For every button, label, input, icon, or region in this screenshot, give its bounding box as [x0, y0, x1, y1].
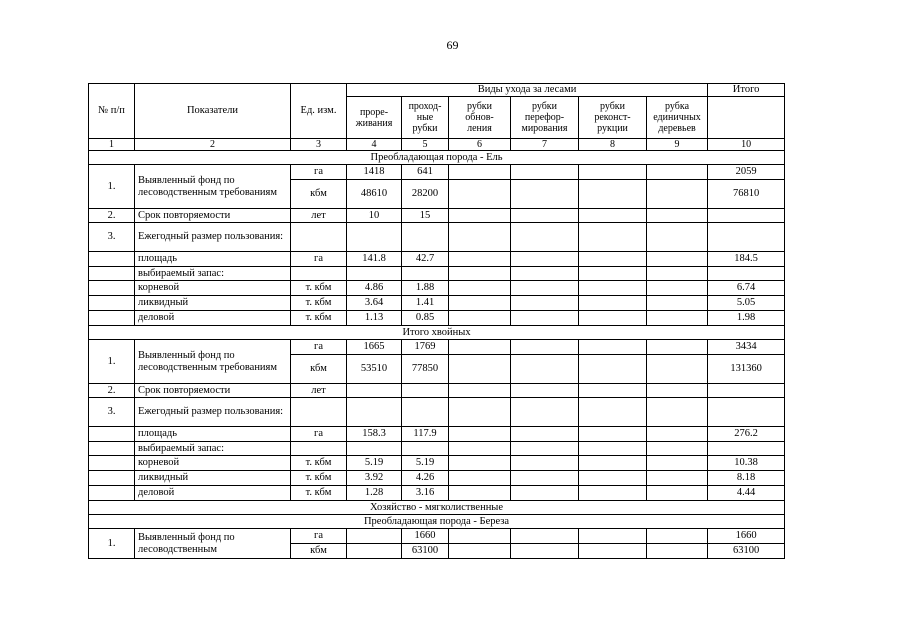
row-label: деловой: [135, 311, 291, 326]
value-cell: 3.92: [347, 471, 402, 486]
row-num: 2.: [89, 209, 135, 223]
empty-cell: [449, 267, 511, 281]
empty-cell: [511, 442, 579, 456]
empty-cell: [647, 296, 708, 311]
empty-cell: [511, 209, 579, 223]
empty-cell: [89, 311, 135, 326]
colnum-3: 3: [291, 139, 347, 151]
empty-cell: [89, 296, 135, 311]
empty-cell: [449, 296, 511, 311]
value-cell: 5.19: [402, 456, 449, 471]
empty-cell: [291, 223, 347, 252]
unit-cell: кбм: [291, 355, 347, 384]
empty-cell: [89, 471, 135, 486]
value-cell: 28200: [402, 180, 449, 209]
empty-cell: [708, 384, 785, 398]
section-title: Хозяйство - мягколиственные: [89, 501, 785, 515]
total-cell: 184.5: [708, 252, 785, 267]
row-num: 1.: [89, 529, 135, 559]
row-label: выбираемый запас:: [135, 442, 291, 456]
unit-cell: лет: [291, 209, 347, 223]
empty-cell: [449, 427, 511, 442]
empty-cell: [347, 529, 402, 544]
header-indicators: Показатели: [135, 84, 291, 139]
empty-cell: [449, 529, 511, 544]
value-cell: 117.9: [402, 427, 449, 442]
empty-cell: [647, 398, 708, 427]
value-cell: 42.7: [402, 252, 449, 267]
empty-cell: [647, 456, 708, 471]
row-label: Выявленный фонд по лесоводственным требованиям: [135, 340, 291, 384]
row-label: деловой: [135, 486, 291, 501]
empty-cell: [579, 398, 647, 427]
empty-cell: [449, 281, 511, 296]
total-cell: 2059: [708, 165, 785, 180]
empty-cell: [347, 384, 402, 398]
empty-cell: [449, 252, 511, 267]
header-unit: Ед. изм.: [291, 84, 347, 139]
row-label: корневой: [135, 281, 291, 296]
row-label: Ежегодный размер пользования:: [135, 398, 291, 427]
empty-cell: [402, 384, 449, 398]
empty-cell: [449, 340, 511, 355]
empty-cell: [579, 442, 647, 456]
row-label: Срок повторяемости: [135, 209, 291, 223]
unit-cell: т. кбм: [291, 296, 347, 311]
colnum-5: 5: [402, 139, 449, 151]
empty-cell: [511, 456, 579, 471]
empty-cell: [449, 223, 511, 252]
section-title: Преобладающая порода - Ель: [89, 151, 785, 165]
empty-cell: [347, 398, 402, 427]
unit-cell: т. кбм: [291, 281, 347, 296]
total-cell: 131360: [708, 355, 785, 384]
empty-cell: [511, 281, 579, 296]
empty-cell: [708, 267, 785, 281]
header-type-passing: проход- ные рубки: [402, 97, 449, 139]
empty-cell: [579, 384, 647, 398]
empty-cell: [291, 442, 347, 456]
row-label: Выявленный фонд по лесоводственным: [135, 529, 291, 559]
empty-cell: [647, 355, 708, 384]
header-type-reform: рубки перефор- мирования: [511, 97, 579, 139]
empty-cell: [89, 252, 135, 267]
value-cell: 1665: [347, 340, 402, 355]
row-num: 1.: [89, 165, 135, 209]
empty-cell: [647, 223, 708, 252]
empty-cell: [579, 296, 647, 311]
row-label: Выявленный фонд по лесоводственным требованиям: [135, 165, 291, 209]
header-total-blank: [708, 97, 785, 139]
forest-care-table: [88, 83, 785, 559]
empty-cell: [511, 486, 579, 501]
empty-cell: [708, 223, 785, 252]
empty-cell: [647, 209, 708, 223]
empty-cell: [89, 456, 135, 471]
section-title: Преобладающая порода - Береза: [89, 515, 785, 529]
value-cell: 5.19: [347, 456, 402, 471]
header-type-thinning: проре- живания: [347, 97, 402, 139]
empty-cell: [647, 544, 708, 559]
total-cell: 76810: [708, 180, 785, 209]
empty-cell: [647, 529, 708, 544]
unit-cell: кбм: [291, 180, 347, 209]
empty-cell: [402, 267, 449, 281]
empty-cell: [647, 252, 708, 267]
empty-cell: [402, 442, 449, 456]
header-care-types: Виды ухода за лесами: [347, 84, 708, 97]
empty-cell: [647, 486, 708, 501]
empty-cell: [347, 442, 402, 456]
empty-cell: [579, 355, 647, 384]
empty-cell: [579, 252, 647, 267]
value-cell: 3.16: [402, 486, 449, 501]
colnum-4: 4: [347, 139, 402, 151]
empty-cell: [449, 544, 511, 559]
colnum-7: 7: [511, 139, 579, 151]
value-cell: 1.13: [347, 311, 402, 326]
colnum-10: 10: [708, 139, 785, 151]
empty-cell: [89, 486, 135, 501]
header-type-single: рубка единичных деревьев: [647, 97, 708, 139]
empty-cell: [511, 311, 579, 326]
empty-cell: [291, 398, 347, 427]
empty-cell: [708, 398, 785, 427]
empty-cell: [402, 398, 449, 427]
value-cell: 1769: [402, 340, 449, 355]
row-label: выбираемый запас:: [135, 267, 291, 281]
section-title: Итого хвойных: [89, 326, 785, 340]
row-label: площадь: [135, 427, 291, 442]
unit-cell: га: [291, 340, 347, 355]
empty-cell: [449, 165, 511, 180]
value-cell: 1418: [347, 165, 402, 180]
value-cell: 641: [402, 165, 449, 180]
colnum-2: 2: [135, 139, 291, 151]
empty-cell: [647, 281, 708, 296]
empty-cell: [347, 223, 402, 252]
total-cell: 276.2: [708, 427, 785, 442]
unit-cell: т. кбм: [291, 311, 347, 326]
row-num: 3.: [89, 223, 135, 252]
unit-cell: га: [291, 529, 347, 544]
total-cell: 3434: [708, 340, 785, 355]
value-cell: 10: [347, 209, 402, 223]
empty-cell: [647, 471, 708, 486]
value-cell: 15: [402, 209, 449, 223]
unit-cell: га: [291, 252, 347, 267]
empty-cell: [511, 529, 579, 544]
total-cell: 4.44: [708, 486, 785, 501]
empty-cell: [579, 427, 647, 442]
empty-cell: [511, 355, 579, 384]
empty-cell: [647, 165, 708, 180]
value-cell: 158.3: [347, 427, 402, 442]
empty-cell: [511, 340, 579, 355]
row-num: 1.: [89, 340, 135, 384]
row-num: 2.: [89, 384, 135, 398]
empty-cell: [449, 442, 511, 456]
empty-cell: [511, 427, 579, 442]
total-cell: 1.98: [708, 311, 785, 326]
row-label: ликвидный: [135, 471, 291, 486]
empty-cell: [579, 471, 647, 486]
empty-cell: [647, 384, 708, 398]
empty-cell: [511, 471, 579, 486]
empty-cell: [647, 442, 708, 456]
empty-cell: [579, 340, 647, 355]
empty-cell: [579, 456, 647, 471]
colnum-8: 8: [579, 139, 647, 151]
empty-cell: [89, 267, 135, 281]
unit-cell: га: [291, 165, 347, 180]
total-cell: 10.38: [708, 456, 785, 471]
empty-cell: [449, 355, 511, 384]
total-cell: 5.05: [708, 296, 785, 311]
empty-cell: [579, 180, 647, 209]
value-cell: 1.28: [347, 486, 402, 501]
value-cell: 141.8: [347, 252, 402, 267]
row-label: ликвидный: [135, 296, 291, 311]
empty-cell: [449, 180, 511, 209]
value-cell: 1.88: [402, 281, 449, 296]
empty-cell: [579, 529, 647, 544]
header-type-reconstruction: рубки реконст- рукции: [579, 97, 647, 139]
empty-cell: [647, 340, 708, 355]
value-cell: 1.41: [402, 296, 449, 311]
value-cell: 0.85: [402, 311, 449, 326]
empty-cell: [449, 398, 511, 427]
empty-cell: [579, 223, 647, 252]
unit-cell: кбм: [291, 544, 347, 559]
empty-cell: [647, 267, 708, 281]
unit-cell: т. кбм: [291, 471, 347, 486]
unit-cell: т. кбм: [291, 486, 347, 501]
empty-cell: [579, 486, 647, 501]
empty-cell: [647, 180, 708, 209]
value-cell: 63100: [402, 544, 449, 559]
empty-cell: [449, 486, 511, 501]
row-label: Срок повторяемости: [135, 384, 291, 398]
empty-cell: [449, 311, 511, 326]
empty-cell: [511, 296, 579, 311]
empty-cell: [579, 267, 647, 281]
colnum-1: 1: [89, 139, 135, 151]
empty-cell: [449, 384, 511, 398]
empty-cell: [511, 384, 579, 398]
row-num: 3.: [89, 398, 135, 427]
empty-cell: [579, 311, 647, 326]
empty-cell: [579, 165, 647, 180]
value-cell: 77850: [402, 355, 449, 384]
colnum-9: 9: [647, 139, 708, 151]
empty-cell: [347, 267, 402, 281]
row-label: Ежегодный размер пользования:: [135, 223, 291, 252]
empty-cell: [347, 544, 402, 559]
empty-cell: [449, 209, 511, 223]
empty-cell: [579, 209, 647, 223]
unit-cell: т. кбм: [291, 456, 347, 471]
unit-cell: лет: [291, 384, 347, 398]
empty-cell: [511, 252, 579, 267]
row-label: площадь: [135, 252, 291, 267]
value-cell: 53510: [347, 355, 402, 384]
empty-cell: [511, 544, 579, 559]
unit-cell: га: [291, 427, 347, 442]
empty-cell: [579, 281, 647, 296]
empty-cell: [511, 267, 579, 281]
value-cell: 4.86: [347, 281, 402, 296]
empty-cell: [89, 442, 135, 456]
row-label: корневой: [135, 456, 291, 471]
value-cell: 3.64: [347, 296, 402, 311]
empty-cell: [647, 427, 708, 442]
empty-cell: [402, 223, 449, 252]
page-number: 69: [446, 38, 459, 52]
empty-cell: [708, 442, 785, 456]
empty-cell: [511, 180, 579, 209]
empty-cell: [511, 223, 579, 252]
value-cell: 1660: [402, 529, 449, 544]
empty-cell: [449, 456, 511, 471]
empty-cell: [579, 544, 647, 559]
total-cell: 1660: [708, 529, 785, 544]
empty-cell: [511, 398, 579, 427]
total-cell: 6.74: [708, 281, 785, 296]
empty-cell: [89, 427, 135, 442]
total-cell: 8.18: [708, 471, 785, 486]
empty-cell: [708, 209, 785, 223]
empty-cell: [291, 267, 347, 281]
empty-cell: [449, 471, 511, 486]
empty-cell: [647, 311, 708, 326]
colnum-6: 6: [449, 139, 511, 151]
value-cell: 48610: [347, 180, 402, 209]
value-cell: 4.26: [402, 471, 449, 486]
header-type-renewal: рубки обнов- ления: [449, 97, 511, 139]
empty-cell: [511, 165, 579, 180]
header-total: Итого: [708, 84, 785, 97]
total-cell: 63100: [708, 544, 785, 559]
header-num: № п/п: [89, 84, 135, 139]
empty-cell: [89, 281, 135, 296]
